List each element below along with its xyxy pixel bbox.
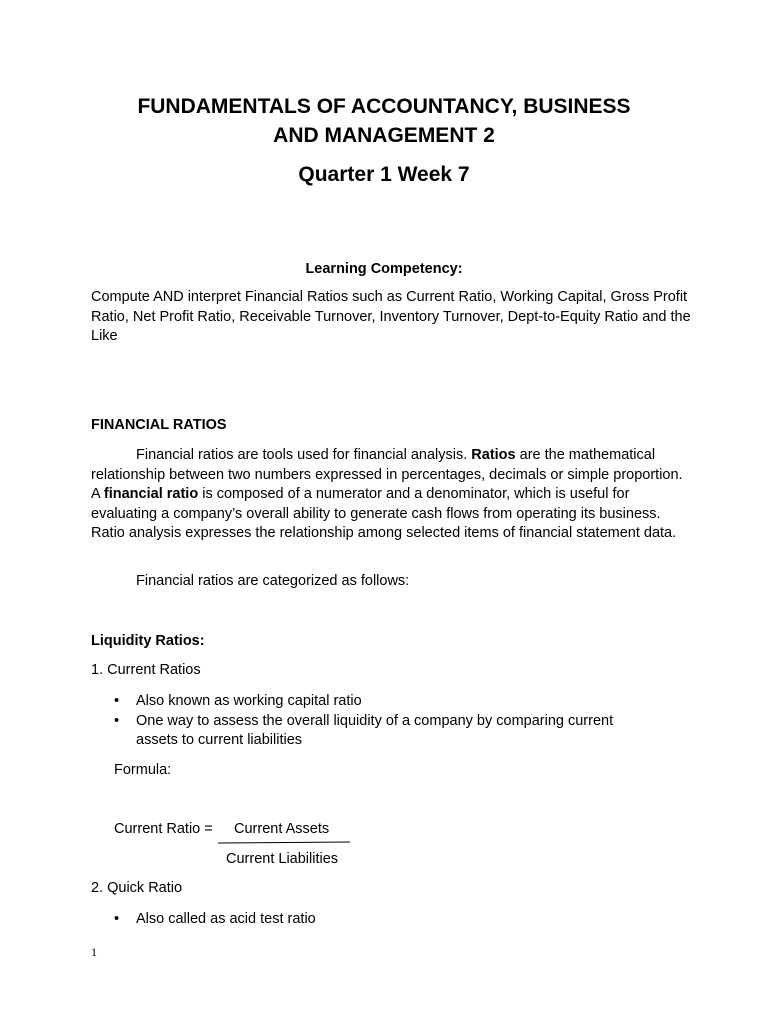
current-ratio-bullets bbox=[91, 692, 691, 751]
paragraph-text-3: is composed of a numerator and a denominator, which is useful for evaluating a company’s overall ability to generate cash flows from operating its business. Ratio analysis expresses the relationship among selected items of financial statement data. bbox=[91, 486, 677, 541]
document-subtitle: Quarter 1 Week 7 bbox=[298, 163, 470, 186]
fraction-divider bbox=[218, 842, 350, 844]
list-item bbox=[91, 712, 691, 751]
bullet-icon: • bbox=[114, 693, 120, 709]
paragraph-term-financial-ratio: financial ratio bbox=[103, 486, 199, 502]
financial-ratios-paragraph bbox=[91, 446, 691, 544]
document-title bbox=[0, 92, 768, 150]
formula-label: Formula: bbox=[114, 762, 172, 778]
title-line-2: AND MANAGEMENT 2 bbox=[273, 124, 495, 147]
competency-text: Compute AND interpret Financial Ratios such as Current Ratio, Working Capital, Gross Profit Ratio, Net Profit Ratio, Receivable Turnover, Inventory Turnover, Dept-to-Equity Ratio and the Like bbox=[91, 289, 691, 344]
quick-ratio-bullets bbox=[91, 910, 691, 930]
formula-lhs: Current Ratio = bbox=[114, 821, 213, 837]
formula-numerator: Current Assets bbox=[234, 821, 330, 837]
bullet-icon: • bbox=[114, 911, 120, 927]
paragraph-term-ratios: Ratios bbox=[471, 447, 516, 463]
paragraph-text-2: are the mathematical relationship between two numbers expressed in percentages, decimals or simple proportion. A bbox=[91, 447, 683, 502]
competency-heading: Learning Competency: bbox=[305, 261, 463, 277]
list-item-quick-ratio: 2. Quick Ratio bbox=[91, 880, 183, 896]
categories-intro: Financial ratios are categorized as follows: bbox=[136, 573, 410, 589]
list-item-current-ratios: 1. Current Ratios bbox=[91, 662, 201, 678]
bullet-text: Also known as working capital ratio bbox=[136, 693, 362, 709]
bullet-icon: • bbox=[114, 712, 120, 729]
bullet-text: Also called as acid test ratio bbox=[136, 911, 316, 927]
page-number: 1 bbox=[91, 945, 97, 959]
list-item bbox=[91, 692, 691, 712]
liquidity-heading: Liquidity Ratios: bbox=[91, 633, 205, 649]
formula-denominator: Current Liabilities bbox=[226, 851, 339, 867]
list-item bbox=[91, 910, 691, 930]
financial-ratios-heading: FINANCIAL RATIOS bbox=[91, 417, 227, 433]
title-line-1: FUNDAMENTALS OF ACCOUNTANCY, BUSINESS bbox=[137, 95, 631, 118]
bullet-text: One way to assess the overall liquidity of a company by comparing current assets to current liabilities bbox=[136, 712, 614, 748]
paragraph-text-1: Financial ratios are tools used for financial analysis. bbox=[136, 447, 472, 463]
